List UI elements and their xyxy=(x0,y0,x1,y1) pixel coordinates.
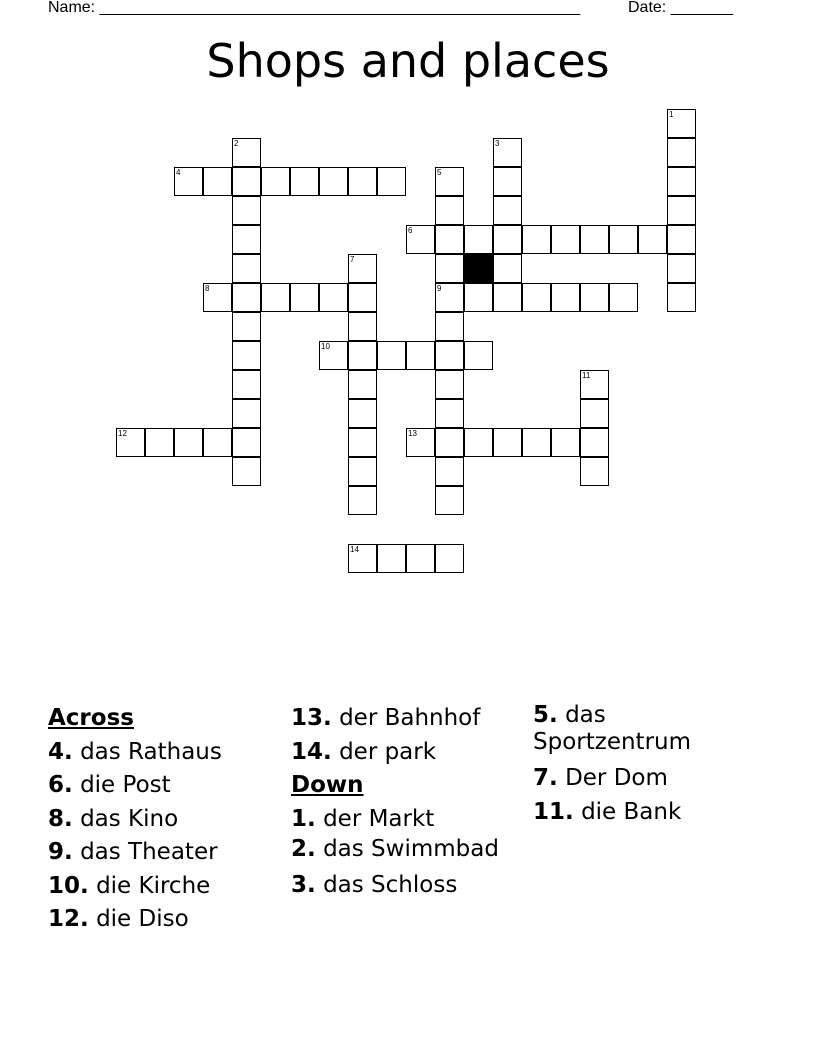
grid-cell[interactable] xyxy=(348,283,377,312)
grid-cell[interactable] xyxy=(435,225,464,254)
grid-cell[interactable] xyxy=(232,399,261,428)
grid-cell[interactable] xyxy=(493,225,522,254)
grid-cell[interactable] xyxy=(580,225,609,254)
grid-cell[interactable] xyxy=(435,341,464,370)
grid-cell[interactable] xyxy=(348,167,377,196)
clue-number: 6 xyxy=(408,226,413,235)
grid-cell[interactable] xyxy=(261,283,290,312)
grid-block xyxy=(464,254,493,283)
grid-cell[interactable] xyxy=(493,428,522,457)
grid-cell[interactable] xyxy=(348,370,377,399)
grid-cell[interactable] xyxy=(667,196,696,225)
clue-number: 7 xyxy=(350,255,355,264)
grid-cell[interactable] xyxy=(203,428,232,457)
grid-cell[interactable] xyxy=(203,167,232,196)
clue-number: 11 xyxy=(582,371,591,380)
grid-cell[interactable] xyxy=(348,486,377,515)
across-heading: Across xyxy=(48,705,134,731)
grid-cell[interactable] xyxy=(638,225,667,254)
grid-cell[interactable] xyxy=(435,312,464,341)
grid-cell[interactable] xyxy=(493,283,522,312)
grid-cell[interactable] xyxy=(522,225,551,254)
grid-cell[interactable] xyxy=(435,486,464,515)
grid-cell[interactable] xyxy=(232,254,261,283)
grid-cell[interactable] xyxy=(667,167,696,196)
grid-cell[interactable] xyxy=(348,312,377,341)
page-title: Shops and places xyxy=(206,34,610,88)
clue-number: 5 xyxy=(437,168,442,177)
grid-cell[interactable] xyxy=(232,428,261,457)
clue-across-4: 4. das Rathaus xyxy=(48,738,222,765)
grid-cell[interactable] xyxy=(290,167,319,196)
clue-down-1: 1. der Markt xyxy=(291,805,435,832)
grid-cell[interactable] xyxy=(493,254,522,283)
clue-across-10: 10. die Kirche xyxy=(48,872,211,899)
grid-cell[interactable] xyxy=(406,341,435,370)
grid-cell[interactable] xyxy=(319,283,348,312)
clue-number: 4 xyxy=(176,168,181,177)
grid-cell[interactable] xyxy=(261,167,290,196)
clue-down-2: 2. das Swimmbad xyxy=(291,836,499,862)
grid-cell[interactable] xyxy=(174,428,203,457)
grid-cell[interactable] xyxy=(377,167,406,196)
clue-down-3: 3. das Schloss xyxy=(291,872,458,898)
grid-cell[interactable] xyxy=(290,283,319,312)
grid-cell[interactable] xyxy=(232,283,261,312)
grid-cell[interactable] xyxy=(551,428,580,457)
grid-cell[interactable] xyxy=(580,399,609,428)
grid-cell[interactable] xyxy=(464,283,493,312)
grid-cell[interactable] xyxy=(493,167,522,196)
clue-number: 14 xyxy=(350,545,359,554)
clue-number: 12 xyxy=(118,429,127,438)
grid-cell[interactable] xyxy=(609,225,638,254)
grid-cell[interactable] xyxy=(522,283,551,312)
clue-across-8: 8. das Kino xyxy=(48,805,179,832)
grid-cell[interactable] xyxy=(667,225,696,254)
clue-number: 1 xyxy=(669,110,674,119)
clue-number: 8 xyxy=(205,284,210,293)
grid-cell[interactable] xyxy=(667,254,696,283)
grid-cell[interactable] xyxy=(435,370,464,399)
clue-number: 13 xyxy=(408,429,417,438)
grid-cell[interactable] xyxy=(348,457,377,486)
clues-column-2 xyxy=(291,702,526,903)
grid-cell[interactable] xyxy=(667,283,696,312)
grid-cell[interactable] xyxy=(377,544,406,573)
grid-cell[interactable] xyxy=(232,341,261,370)
clue-number: 9 xyxy=(437,284,442,293)
grid-cell[interactable] xyxy=(232,225,261,254)
clue-down-7: 7. Der Dom xyxy=(533,765,668,791)
grid-cell[interactable] xyxy=(348,399,377,428)
grid-cell[interactable] xyxy=(464,225,493,254)
grid-cell[interactable] xyxy=(232,167,261,196)
name-field-label: Name: ______________________________________________________ xyxy=(48,0,581,16)
grid-cell[interactable] xyxy=(522,428,551,457)
grid-cell[interactable] xyxy=(145,428,174,457)
clue-across-13: 13. der Bahnhof xyxy=(291,705,481,731)
grid-cell[interactable] xyxy=(435,196,464,225)
grid-cell[interactable] xyxy=(493,196,522,225)
grid-cell[interactable] xyxy=(551,225,580,254)
grid-cell[interactable] xyxy=(580,428,609,457)
grid-cell[interactable] xyxy=(435,399,464,428)
clues-column-3 xyxy=(533,702,733,829)
clue-across-6: 6. die Post xyxy=(48,772,171,798)
grid-cell[interactable] xyxy=(232,457,261,486)
clue-across-9: 9. das Theater xyxy=(48,839,218,865)
grid-cell[interactable] xyxy=(319,167,348,196)
grid-cell[interactable] xyxy=(435,544,464,573)
down-heading: Down xyxy=(291,772,364,798)
grid-cell[interactable] xyxy=(232,196,261,225)
grid-cell[interactable] xyxy=(435,457,464,486)
grid-cell[interactable] xyxy=(232,312,261,341)
grid-cell[interactable] xyxy=(580,283,609,312)
grid-cell[interactable] xyxy=(551,283,580,312)
grid-cell[interactable] xyxy=(464,341,493,370)
grid-cell[interactable] xyxy=(609,283,638,312)
clue-across-14: 14. der park xyxy=(291,738,437,765)
grid-cell[interactable] xyxy=(348,341,377,370)
clue-down-5: 5. das Sportzentrum xyxy=(533,702,692,755)
clue-across-12: 12. die Diso xyxy=(48,906,189,932)
grid-cell[interactable] xyxy=(348,428,377,457)
date-field-label: Date: _______ xyxy=(628,0,733,16)
grid-cell[interactable] xyxy=(667,138,696,167)
clues-column-1 xyxy=(48,702,283,937)
clue-number: 3 xyxy=(495,139,500,148)
clue-number: 2 xyxy=(234,139,239,148)
clue-number: 10 xyxy=(321,342,330,351)
grid-cell[interactable] xyxy=(406,544,435,573)
grid-cell[interactable] xyxy=(435,428,464,457)
grid-cell[interactable] xyxy=(232,370,261,399)
grid-cell[interactable] xyxy=(464,428,493,457)
clue-down-11: 11. die Bank xyxy=(533,798,682,825)
grid-cell[interactable] xyxy=(377,341,406,370)
grid-cell[interactable] xyxy=(580,457,609,486)
grid-cell[interactable] xyxy=(435,254,464,283)
